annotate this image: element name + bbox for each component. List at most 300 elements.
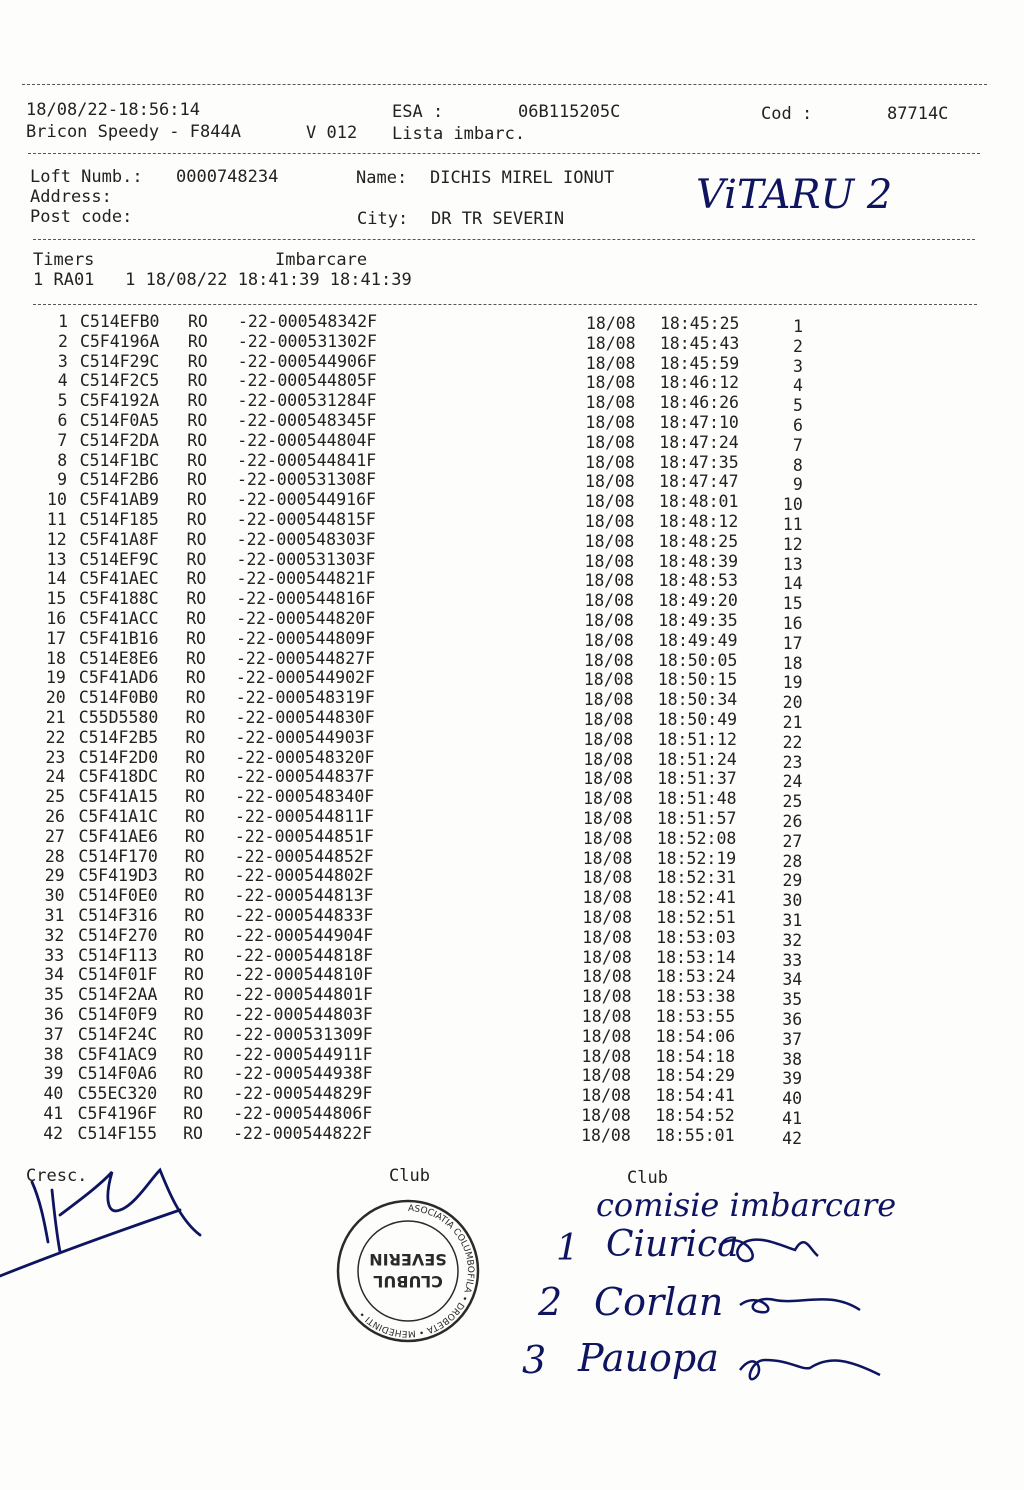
ring-code: -22-000544822F xyxy=(233,1123,373,1143)
arrival-date: 18/08 xyxy=(584,492,635,512)
ring-code: -22-000544841F xyxy=(237,450,377,470)
arrival-date: 18/08 xyxy=(584,571,635,591)
club-label-2: Club xyxy=(627,1168,668,1188)
row-number: 15 xyxy=(46,589,67,609)
separator xyxy=(22,84,987,85)
table-row xyxy=(0,430,1024,455)
position: 9 xyxy=(792,475,803,495)
row-number: 33 xyxy=(44,945,65,965)
table-row xyxy=(0,906,1024,930)
ring-code: -22-000544809F xyxy=(236,628,376,648)
arrival-date: 18/08 xyxy=(582,828,633,848)
ring-id: C55D5580 xyxy=(78,708,159,727)
country-code: RO xyxy=(183,1084,204,1104)
arrival-time: 18:49:20 xyxy=(658,591,738,611)
arrival-date: 18/08 xyxy=(584,551,635,571)
arrival-time: 18:48:53 xyxy=(658,571,738,591)
table-row xyxy=(0,549,1024,574)
position: 16 xyxy=(782,614,803,633)
arrival-date: 18/08 xyxy=(583,809,633,828)
ring-code: -22-000544818F xyxy=(234,945,374,965)
position: 37 xyxy=(782,1029,803,1049)
ring-code: -22-000531284F xyxy=(237,391,377,411)
table-row xyxy=(0,1123,1024,1148)
position: 29 xyxy=(782,871,803,891)
table-row xyxy=(0,1024,1024,1049)
ring-code: -22-000544806F xyxy=(233,1104,373,1123)
row-number: 38 xyxy=(43,1044,64,1064)
ring-id: C514F29C xyxy=(79,351,160,371)
name-label: Name: xyxy=(356,168,408,188)
table-row xyxy=(0,351,1024,376)
ring-code: -22-000548345F xyxy=(237,411,377,430)
position: 15 xyxy=(782,594,803,614)
ring-id: C514F0E0 xyxy=(78,886,158,906)
ring-code: -22-000544904F xyxy=(234,925,374,945)
position: 22 xyxy=(782,732,803,752)
ring-code: -22-000544938F xyxy=(233,1064,373,1084)
country-code: RO xyxy=(185,708,206,727)
row-number: 4 xyxy=(57,371,68,391)
loft-number: 0000748234 xyxy=(176,167,279,187)
country-code: RO xyxy=(184,945,205,965)
position: 8 xyxy=(792,455,803,475)
arrival-time: 18:53:03 xyxy=(656,927,736,947)
ring-id: C5F41AE6 xyxy=(78,826,158,846)
country-code: RO xyxy=(183,1064,204,1084)
print-datetime: 18/08/22-18:56:14 xyxy=(26,100,200,120)
table-row xyxy=(0,411,1024,435)
ring-code: -22-000544805F xyxy=(237,371,377,391)
country-code: RO xyxy=(187,331,208,351)
table-row xyxy=(0,985,1024,1010)
arrival-date: 18/08 xyxy=(583,749,634,769)
member-2-name: Corlan xyxy=(594,1280,724,1324)
ring-code: -22-000544810F xyxy=(234,965,374,985)
arrival-date: 18/08 xyxy=(582,908,633,927)
timer-line: 1 RA01 1 18/08/22 18:41:39 18:41:39 xyxy=(33,270,412,290)
arrival-time: 18:53:14 xyxy=(656,947,736,967)
ring-id: C514F2AA xyxy=(77,985,158,1005)
arrival-date: 18/08 xyxy=(583,769,633,789)
country-code: RO xyxy=(187,351,208,371)
arrival-date: 18/08 xyxy=(584,531,635,551)
country-code: RO xyxy=(187,371,208,391)
country-code: RO xyxy=(185,688,206,708)
arrival-time: 18:50:49 xyxy=(657,710,738,729)
country-code: RO xyxy=(183,1104,204,1123)
arrival-date: 18/08 xyxy=(581,1106,631,1125)
row-number: 5 xyxy=(57,391,68,411)
arrival-time: 18:51:37 xyxy=(657,769,737,789)
arrival-date: 18/08 xyxy=(582,848,633,868)
country-code: RO xyxy=(184,886,205,906)
ring-id: C5F41B16 xyxy=(79,628,159,648)
arrival-date: 18/08 xyxy=(586,314,636,333)
country-code: RO xyxy=(187,450,208,470)
ring-id: C514E8E6 xyxy=(78,648,159,668)
row-number: 30 xyxy=(44,886,65,906)
ring-code: -22-000544903F xyxy=(235,727,375,747)
country-code: RO xyxy=(184,906,205,925)
position: 13 xyxy=(782,554,803,574)
country-code: RO xyxy=(187,411,208,430)
row-number: 23 xyxy=(45,747,66,767)
row-number: 27 xyxy=(45,826,65,846)
arrival-time: 18:51:48 xyxy=(657,789,737,809)
arrival-time: 18:45:25 xyxy=(660,314,740,333)
arrival-time: 18:46:12 xyxy=(659,373,740,393)
ring-id: C514F0B0 xyxy=(78,688,159,708)
postcode-label: Post code: xyxy=(30,207,133,227)
ring-id: C514F113 xyxy=(78,945,158,965)
table-row xyxy=(0,1084,1024,1109)
arrival-time: 18:46:26 xyxy=(659,393,739,413)
country-code: RO xyxy=(184,925,205,945)
table-row xyxy=(0,846,1024,871)
arrival-time: 18:52:08 xyxy=(656,828,737,848)
ring-code: -22-000544802F xyxy=(234,866,374,886)
arrival-date: 18/08 xyxy=(582,927,632,947)
position: 4 xyxy=(792,376,803,396)
table-row xyxy=(0,331,1024,356)
position: 34 xyxy=(782,970,803,990)
ring-code: -22-000548342F xyxy=(238,312,378,331)
separator xyxy=(33,239,975,240)
member-1-number: 1 xyxy=(556,1228,579,1269)
arrival-date: 18/08 xyxy=(583,690,634,710)
ring-id: C5F41AB9 xyxy=(79,490,159,510)
country-code: RO xyxy=(186,549,207,569)
position: 3 xyxy=(793,356,803,376)
svg-text:SEVERIN: SEVERIN xyxy=(369,1250,447,1269)
arrival-date: 18/08 xyxy=(585,413,636,432)
arrival-time: 18:51:57 xyxy=(657,809,737,828)
table-row xyxy=(0,826,1024,851)
position: 18 xyxy=(782,653,803,673)
position: 2 xyxy=(793,336,803,356)
row-number: 8 xyxy=(57,450,68,470)
arrival-time: 18:52:41 xyxy=(656,888,736,908)
country-code: RO xyxy=(183,1005,204,1024)
arrival-date: 18/08 xyxy=(584,591,634,611)
table-row xyxy=(0,886,1024,911)
table-row xyxy=(0,965,1024,990)
member-1-name: Ciurica xyxy=(606,1224,739,1265)
ring-code: -22-000544815F xyxy=(236,510,376,529)
arrival-time: 18:55:01 xyxy=(655,1125,735,1145)
position: 10 xyxy=(782,495,803,515)
arrival-time: 18:47:10 xyxy=(659,413,739,432)
ring-code: -22-000544830F xyxy=(235,708,375,727)
position: 7 xyxy=(792,435,803,455)
table-row xyxy=(0,708,1024,732)
esa-value: 06B115205C xyxy=(518,102,621,122)
ring-id: C514F316 xyxy=(78,906,158,925)
row-number: 1 xyxy=(58,312,68,331)
handwritten-note: ViTARU 2 xyxy=(696,172,893,218)
row-number: 12 xyxy=(46,529,67,549)
position: 5 xyxy=(792,396,803,416)
row-number: 41 xyxy=(43,1104,64,1123)
row-number: 32 xyxy=(44,925,65,945)
table-row xyxy=(0,688,1024,713)
arrival-date: 18/08 xyxy=(584,630,634,650)
ring-id: C5F4188C xyxy=(79,589,159,609)
position: 14 xyxy=(782,574,803,594)
table-row xyxy=(0,1064,1024,1089)
table-row xyxy=(0,371,1024,396)
table-row xyxy=(0,648,1024,673)
position: 20 xyxy=(782,693,803,713)
arrival-date: 18/08 xyxy=(585,393,636,413)
arrival-time: 18:52:31 xyxy=(656,868,737,888)
arrival-date: 18/08 xyxy=(582,888,633,908)
country-code: RO xyxy=(186,569,207,589)
commission-title: comisie imbarcare xyxy=(596,1186,897,1224)
city-value: DR TR SEVERIN xyxy=(431,209,565,229)
position: 11 xyxy=(782,515,803,534)
arrival-date: 18/08 xyxy=(585,353,636,373)
separator xyxy=(28,153,980,154)
ring-id: C5F41A15 xyxy=(78,787,159,807)
arrival-time: 18:54:29 xyxy=(655,1066,735,1086)
country-code: RO xyxy=(186,529,207,549)
row-number: 34 xyxy=(44,965,65,985)
ring-code: -22-000544916F xyxy=(236,490,376,510)
table-row xyxy=(0,866,1024,891)
ring-code: -22-000544837F xyxy=(235,767,375,787)
row-number: 19 xyxy=(45,668,66,688)
ring-id: C514EF9C xyxy=(79,549,159,569)
loft-number-label: Loft Numb.: xyxy=(30,167,143,187)
ring-id: C5F41AC9 xyxy=(77,1044,158,1064)
table-row xyxy=(0,529,1024,554)
arrival-time: 18:52:51 xyxy=(656,908,736,927)
row-number: 17 xyxy=(46,628,67,648)
table-row xyxy=(0,391,1024,416)
ring-id: C514EFB0 xyxy=(80,312,160,331)
ring-code: -22-000544816F xyxy=(236,589,376,609)
arrival-time: 18:53:55 xyxy=(655,1007,736,1026)
ring-code: -22-000544820F xyxy=(236,609,376,628)
arrival-date: 18/08 xyxy=(583,789,633,809)
ring-id: C5F41ACC xyxy=(79,609,159,628)
arrival-time: 18:47:47 xyxy=(659,472,739,492)
arrival-date: 18/08 xyxy=(582,868,633,888)
row-number: 9 xyxy=(57,470,68,490)
svg-text:ASOCIATIA COLUMBOFILA • DROBET: ASOCIATIA COLUMBOFILA • DROBETA • MEHEDINTI • xyxy=(357,1203,476,1339)
ring-code: -22-000544902F xyxy=(235,668,375,688)
position: 28 xyxy=(782,851,803,871)
arrival-time: 18:54:52 xyxy=(655,1106,735,1125)
imbarcare-label: Imbarcare xyxy=(275,250,368,270)
arrival-time: 18:53:38 xyxy=(655,987,736,1007)
ring-id: C514F270 xyxy=(78,925,158,945)
ring-code: -22-000544804F xyxy=(237,430,377,450)
arrival-time: 18:45:43 xyxy=(659,333,740,353)
table-row xyxy=(0,589,1024,614)
row-number: 7 xyxy=(57,430,68,450)
device-version: V 012 xyxy=(306,123,358,143)
row-number: 35 xyxy=(44,985,64,1005)
ring-code: -22-000548320F xyxy=(235,747,375,767)
row-number: 29 xyxy=(44,866,65,886)
member-3-name: Pauopa xyxy=(578,1336,719,1380)
position: 12 xyxy=(782,534,803,554)
arrival-date: 18/08 xyxy=(584,512,635,531)
arrival-date: 18/08 xyxy=(583,710,634,729)
club-label-1: Club xyxy=(389,1166,430,1186)
row-number: 21 xyxy=(45,708,66,727)
ring-id: C514F2DA xyxy=(79,430,160,450)
arrival-date: 18/08 xyxy=(585,333,636,353)
country-code: RO xyxy=(185,727,206,747)
row-number: 24 xyxy=(45,767,66,787)
table-row xyxy=(0,510,1024,534)
arrival-date: 18/08 xyxy=(585,373,636,393)
position: 35 xyxy=(782,990,803,1010)
country-code: RO xyxy=(185,668,206,688)
position: 42 xyxy=(782,1128,803,1148)
table-row xyxy=(0,767,1024,792)
cod-label: Cod : xyxy=(761,104,813,124)
row-number: 11 xyxy=(46,510,67,529)
ring-id: C514F155 xyxy=(77,1123,158,1143)
arrival-time: 18:47:24 xyxy=(659,432,739,452)
country-code: RO xyxy=(185,767,206,787)
ring-id: C5F41AEC xyxy=(79,569,159,589)
member-2-number: 2 xyxy=(538,1280,563,1324)
club-stamp xyxy=(333,1196,483,1346)
table-row xyxy=(0,747,1024,772)
ring-code: -22-000544803F xyxy=(233,1005,373,1024)
arrival-time: 18:48:25 xyxy=(658,531,739,551)
country-code: RO xyxy=(185,807,205,826)
arrival-time: 18:53:24 xyxy=(656,967,736,987)
ring-code: -22-000544801F xyxy=(233,985,373,1005)
arrival-date: 18/08 xyxy=(582,967,632,987)
ring-code: -22-000544851F xyxy=(234,826,374,846)
ring-code: -22-000544829F xyxy=(233,1084,373,1104)
row-number: 14 xyxy=(46,569,67,589)
row-number: 10 xyxy=(47,490,67,510)
country-code: RO xyxy=(188,312,208,331)
position: 40 xyxy=(782,1089,803,1109)
position: 30 xyxy=(782,891,803,911)
fancier-name: DICHIS MIREL IONUT xyxy=(430,168,615,188)
country-code: RO xyxy=(187,430,208,450)
row-number: 2 xyxy=(57,331,68,351)
row-number: 13 xyxy=(46,549,67,569)
arrival-time: 18:51:24 xyxy=(657,749,737,769)
arrival-time: 18:54:18 xyxy=(655,1046,736,1066)
position: 38 xyxy=(782,1049,803,1069)
ring-id: C514F185 xyxy=(79,510,159,529)
table-row xyxy=(0,807,1024,831)
esa-label: ESA : xyxy=(392,102,444,122)
breeder-signature xyxy=(0,1160,220,1290)
ring-code: -22-000544813F xyxy=(234,886,374,906)
position: 25 xyxy=(782,792,803,812)
ring-id: C514F0F9 xyxy=(77,1005,158,1024)
position: 33 xyxy=(782,950,803,970)
arrival-date: 18/08 xyxy=(581,1046,632,1066)
member-signatures xyxy=(700,1220,900,1400)
ring-id: C514F0A5 xyxy=(79,411,160,430)
row-number: 28 xyxy=(44,846,65,866)
position: 27 xyxy=(782,831,803,851)
ring-code: -22-000544906F xyxy=(237,351,377,371)
ring-id: C514F2B6 xyxy=(79,470,159,490)
arrival-time: 18:48:39 xyxy=(658,551,739,571)
arrival-time: 18:48:01 xyxy=(658,492,739,512)
arrival-time: 18:54:06 xyxy=(655,1026,736,1046)
arrival-date: 18/08 xyxy=(581,1066,632,1086)
ring-code: -22-000544911F xyxy=(233,1044,373,1064)
arrival-time: 18:50:05 xyxy=(657,650,738,670)
arrival-date: 18/08 xyxy=(581,1026,632,1046)
ring-id: C514F24C xyxy=(77,1024,158,1044)
arrival-time: 18:47:35 xyxy=(659,452,739,472)
position: 24 xyxy=(782,772,803,792)
position: 19 xyxy=(782,673,803,693)
timers-label: Timers xyxy=(33,250,95,270)
position: 41 xyxy=(782,1109,803,1128)
country-code: RO xyxy=(185,787,205,807)
position: 32 xyxy=(782,930,803,950)
row-number: 36 xyxy=(43,1005,64,1024)
country-code: RO xyxy=(186,609,207,628)
arrival-time: 18:48:12 xyxy=(658,512,739,531)
table-row xyxy=(0,787,1024,812)
arrival-time: 18:49:49 xyxy=(658,630,738,650)
row-number: 3 xyxy=(57,351,68,371)
country-code: RO xyxy=(183,1044,204,1064)
country-code: RO xyxy=(186,490,207,510)
ring-code: -22-000548340F xyxy=(235,787,375,807)
cresc-label: Cresc. xyxy=(26,1166,88,1186)
position: 1 xyxy=(793,317,803,336)
arrival-date: 18/08 xyxy=(583,650,634,670)
table-row xyxy=(0,945,1024,970)
arrival-date: 18/08 xyxy=(581,987,632,1007)
arrival-time: 18:50:34 xyxy=(657,690,738,710)
ring-code: -22-000548319F xyxy=(235,688,375,708)
member-3-number: 3 xyxy=(522,1338,547,1382)
arrival-date: 18/08 xyxy=(585,472,635,492)
country-code: RO xyxy=(186,510,207,529)
ring-id: C514F2D0 xyxy=(78,747,159,767)
row-number: 42 xyxy=(43,1123,64,1143)
position: 6 xyxy=(792,416,803,435)
table-row xyxy=(0,727,1024,752)
arrival-time: 18:54:41 xyxy=(655,1086,735,1106)
ring-id: C5F419D3 xyxy=(78,866,158,886)
country-code: RO xyxy=(184,866,205,886)
country-code: RO xyxy=(185,747,206,767)
arrival-date: 18/08 xyxy=(581,1007,632,1026)
ring-code: -22-000544821F xyxy=(236,569,376,589)
ring-id: C514F1BC xyxy=(79,450,160,470)
row-number: 31 xyxy=(44,906,65,925)
table-row xyxy=(0,668,1024,693)
row-number: 25 xyxy=(45,787,66,807)
position: 23 xyxy=(782,752,803,772)
ring-id: C514F2C5 xyxy=(79,371,160,391)
arrival-time: 18:50:15 xyxy=(657,670,738,690)
table-row xyxy=(0,628,1024,653)
